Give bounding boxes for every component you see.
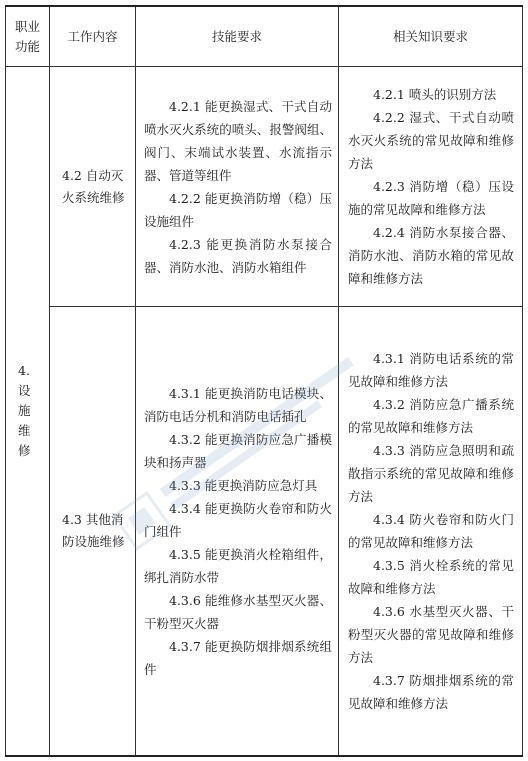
skill-item: 4.3.3 能更换消防应急灯具	[169, 477, 318, 493]
skill-item: 4.3.5 能更换消火栓箱组件，绑扎消防水带	[144, 546, 332, 585]
skill-item: 4.3.1 能更换消防电话模块、消防电话分机和消防电话插孔	[144, 385, 332, 424]
knowledge-item: 4.2.4 消防水泵接合器、消防水池、消防水箱的常见故障和维修方法	[348, 225, 514, 286]
knowledge-item: 4.2.2 湿式、干式自动喷水灭火系统的常见故障和维修方法	[348, 110, 514, 171]
knowledge-item: 4.3.5 消火栓系统的常见故障和维修方法	[348, 558, 514, 596]
skill-item: 4.3.2 能更换消防应急广播模块和扬声器	[144, 431, 332, 470]
header-row	[6, 6, 523, 67]
knowledge-item: 4.3.3 消防应急照明和疏散指示系统的常见故障和维修方法	[348, 443, 514, 504]
header-knowledge: 相关知识要求	[339, 6, 523, 67]
skill-item: 4.2.1 能更换湿式、干式自动喷水灭火系统的喷头、报警阀组、阀门、末端试水装置、水流指示器、管道等组件	[144, 98, 332, 183]
knowledge-item: 4.3.6 水基型灭火器、干粉型灭火器的常见故障和维修方法	[348, 604, 514, 665]
work-content-cell: 4.3 其他消防设施维修	[50, 307, 136, 757]
knowledge-item: 4.2.1 喷头的识别方法	[373, 87, 497, 102]
skill-item: 4.2.3 能更换消防水泵接合器、消防水池、消防水箱组件	[144, 236, 332, 275]
knowledge-item: 4.3.7 防烟排烟系统的常见故障和维修方法	[348, 673, 514, 711]
skill-item: 4.3.6 能维修水基型灭火器、干粉型灭火器	[144, 592, 332, 631]
table-row	[6, 307, 523, 757]
knowledge-cell	[339, 67, 523, 307]
table-row	[6, 67, 523, 307]
header-function: 职业 功能	[6, 6, 50, 67]
skills-cell	[136, 307, 339, 757]
function-cell: 4. 设 施 维 修	[6, 67, 50, 757]
skills-cell	[136, 67, 339, 307]
header-skills: 技能要求	[136, 6, 339, 67]
skill-item: 4.3.4 能更换防火卷帘和防火门组件	[144, 500, 332, 539]
knowledge-cell	[339, 307, 523, 757]
skills-table	[5, 5, 523, 757]
header-work-content: 工作内容	[50, 6, 136, 67]
knowledge-item: 4.3.2 消防应急广播系统的常见故障和维修方法	[348, 397, 514, 435]
knowledge-item: 4.3.1 消防电话系统的常见故障和维修方法	[348, 351, 514, 389]
skill-item: 4.3.7 能更换防烟排烟系统组件	[144, 638, 332, 677]
knowledge-item: 4.2.3 消防增（稳）压设施的常见故障和维修方法	[348, 179, 514, 217]
skill-item: 4.2.2 能更换消防增（稳）压设施组件	[144, 190, 332, 229]
knowledge-item: 4.3.4 防火卷帘和防火门的常见故障和维修方法	[348, 512, 514, 550]
work-content-cell: 4.2 自动灭火系统维修	[50, 67, 136, 307]
